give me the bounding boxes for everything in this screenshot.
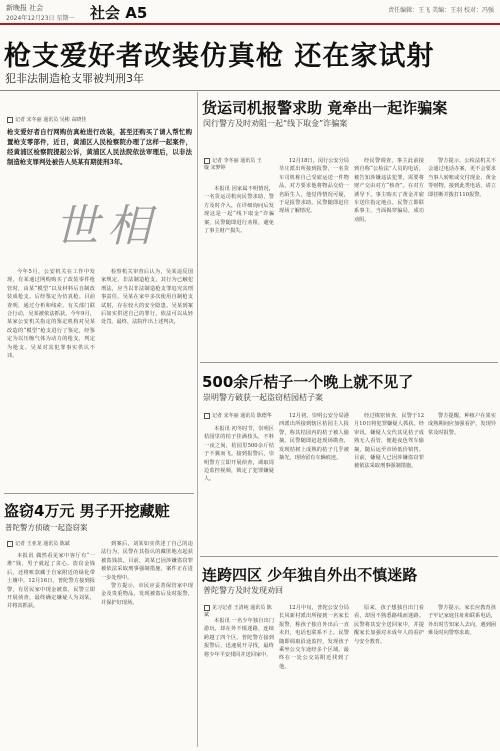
lead-rule (0, 90, 500, 91)
lead-subheadline: 犯非法制造枪支罪被判刑3年 (5, 72, 144, 85)
article3-body-col4: 警方提醒，种植户在果实成熟期间应加强看护，发现异常及时报警。 (428, 413, 496, 436)
masthead-rule (0, 23, 500, 25)
box-reporter: 记者 王亚龙 通讯员 陈斌 (7, 540, 70, 547)
article3-body-col2: 12月初，崇明公安分局港西派出所接到辖区桔园主人报警，称其桔园内的桔子被人偷摘。民警随即赶赴现场勘查，发现桔树上成熟的桔子几乎被摘光，现场留有车辆痕迹。 (279, 413, 349, 462)
article3-body-col1: 本报讯 初冬时节，崇明区桔园里的桔子挂满枝头，不料一夜之间，桔园里500余斤桔子不翼而飞。接到报警后，崇明警方立即开展侦查，调取周边监控视频，锁定了犯罪嫌疑人。 (204, 426, 274, 483)
box-subheadline: 普陀警方侦破一起盗窃案 (5, 523, 88, 532)
article3-rule (200, 362, 498, 363)
lead-intro: 枪支爱好者自行网购仿真枪进行改装，甚至还购买了请人帮忙购置枪支零部件，近日，黄浦区人民检察院办理了这样一起案件，经黄浦区检察院提起公诉，黄浦区人民法院依法审理后，以非法制造枪支罪判处被告人吴某有期徒刑3年。 (7, 128, 192, 166)
tag-icon (204, 413, 210, 419)
newspaper-brand: 新晚报 社会 (6, 4, 44, 12)
article4-headline: 连跨四区 少年独自外出不慎迷路 (202, 566, 418, 584)
section-label: 社会 A5 (90, 4, 148, 22)
box-body-col1: 本报讯 偶然看见家中客厅有“一堆”钱，男子就起了贪心。盗窃金钱后，还将赃款藏于自家附近的绿化带土壤中。12月16日，普陀警方接到报警，有居民家中现金被盗，民警立即开展侦查，最终确定嫌疑人为刘某，并将其抓获。 (7, 553, 95, 610)
lead-body-col1: 今年5月，公安机关在工作中发现，有某通过网购购买了改装零件枪管时，由某“模型”以及材料后自制改装成枪支。后经鉴定为仿真枪。目前查明，通过分析和线索，有关部门联合行动，吴某被依法抓获。今年9月，某家公安机关指定的鉴定机构对吴某改造的“模型”枪支进行了鉴定，经鉴定为以压缩气体为动力的枪支，判定为枪支。吴某对其犯罪事实供认不讳。 (7, 269, 95, 360)
editor-credits: 责任编辑：王飞 美编：王羽 校对：冯强 (388, 7, 494, 14)
tag-icon (204, 605, 210, 611)
article4-body-col4: 警方提示，家长应教育孩子牢记家庭住址和联系电话，外出时告知家人去向，遇到困难及时向警察求助。 (428, 605, 496, 637)
article4-body-col3: 原来，孩子想独自出门看看，却因不熟悉路线而迷路。民警将其安全送回家中，并提醒家长加强对未成年人的看护与安全教育。 (354, 605, 424, 645)
article2-body-col1: 本报讯 因家属不明情况，一名货运司机向民警求助，警方及时介入，在详细询问后发现这是一起“线下取金”诈骗案，民警随即进行劝阻，避免了事主财产损失。 (204, 186, 274, 235)
article2-subheadline: 闵行警方及时劝阻一起“线下取金”诈骗案 (203, 119, 348, 128)
lead-headline: 枪支爱好者改装仿真枪 还在家试射 (4, 41, 435, 72)
article4-reporter: 见习记者 王清纯 通讯员 陈斌 (204, 605, 272, 618)
tag-icon (7, 117, 13, 123)
article2-body-col2: 12月18日，闵行公安分局莘庄派出所接到报警，一名货车司机称自己受雇运送一件物品，对方要求他将物品交给一名陌生人，他觉得情况可疑，于是报警求助。民警随即赶往现场了解情况。 (279, 158, 349, 215)
box-body-col2: 到案后，刘某如实供述了自己的违法行为，民警在其指认的藏匿地点起获被盗钱款。目前，刘某已因涉嫌盗窃罪被依法采取刑事强制措施，案件正在进一步处理中。 警方提示，市民应妥善保管家中现金及贵重物品，发现被盗后及时报警，并保护好现场。 (101, 541, 193, 606)
box-headline: 盗窃4万元 男子开挖藏赃 (4, 502, 170, 520)
article4-subheadline: 普陀警方及时发现劝回 (203, 586, 283, 595)
article2-body-col3: 经民警调查，事主此前接到自称“公检法”人员的电话，被告知涉嫌违法犯罪，需要将财产交由对方“核查”。在对方诱导下，事主购买了黄金并雇车送往指定地点。民警立即联系事主，当面揭穿骗局，成功劝阻。 (354, 158, 424, 223)
article4-rule (200, 556, 498, 557)
tag-icon (7, 541, 13, 547)
tag-icon (204, 158, 210, 164)
article4-body-col2: 12月中旬，普陀公安分局长风新村派出所接到一名家长报警，称孩子独自外出后一直未归，电话也联系不上。民警随即调取沿途监控，发现孩子乘坐公交车途经多个区域，最终在一处公交站附近找到了他。 (279, 605, 349, 670)
article3-reporter: 记者 宋冬丽 通讯员 陈德华 (204, 412, 274, 419)
article2-reporter: 记者 李冬丽 通讯员 王璇 宋梦婷 (204, 158, 262, 171)
lead-body-col2: 检察机关审查后认为，吴某违反国家规定，非法制造枪支，其行为已触犯刑法，应当以非法制造枪支罪追究其刑事责任。吴某在家中多次使用自制枪支试射，存在较大的安全隐患。吴某到案后如实供述自己的罪行，依法可以从轻处罚。最终，法院作出上述判决。 (101, 269, 193, 326)
article3-headline: 500余斤桔子一个晚上就不见了 (202, 373, 414, 391)
column-divider (197, 92, 198, 747)
article4-body-col1: 本报讯 一名少年独自出门游玩，却在外不慎迷路，连续跨越了四个区。普陀警方接到报警后，迅速展开寻找，最终将少年平安找回并送回家中。 (204, 618, 274, 658)
box-rule (4, 493, 194, 494)
article2-headline: 货运司机报警求助 竟牵出一起诈骗案 (202, 99, 448, 117)
lead-reporter: 记者 宋冬丽 通讯员 吴彬 高晓佳 (7, 116, 86, 123)
issue-date: 2024年12月23日 星期一 (6, 15, 75, 22)
article2-body-col4: 警方提示，公检法机关不会通过电话办案，更不会要求当事人转账或交付现金、黄金等财物。接到此类电话，请立即挂断并拨打110报警。 (428, 158, 496, 198)
article3-subheadline: 崇明警方破获一起盗窃桔园桔子案 (203, 393, 323, 402)
article3-body-col3: 经过缜密侦查，民警于12月10日将犯罪嫌疑人抓获。经审讯，嫌疑人交代其见桔子成熟无人看管，便趁夜色驾车偷摘，随后运至市场低价销售。目前，嫌疑人已因涉嫌盗窃罪被依法采取刑事强制措施。 (354, 413, 424, 470)
column-logo-calligraphy: 世相 (55, 201, 159, 252)
